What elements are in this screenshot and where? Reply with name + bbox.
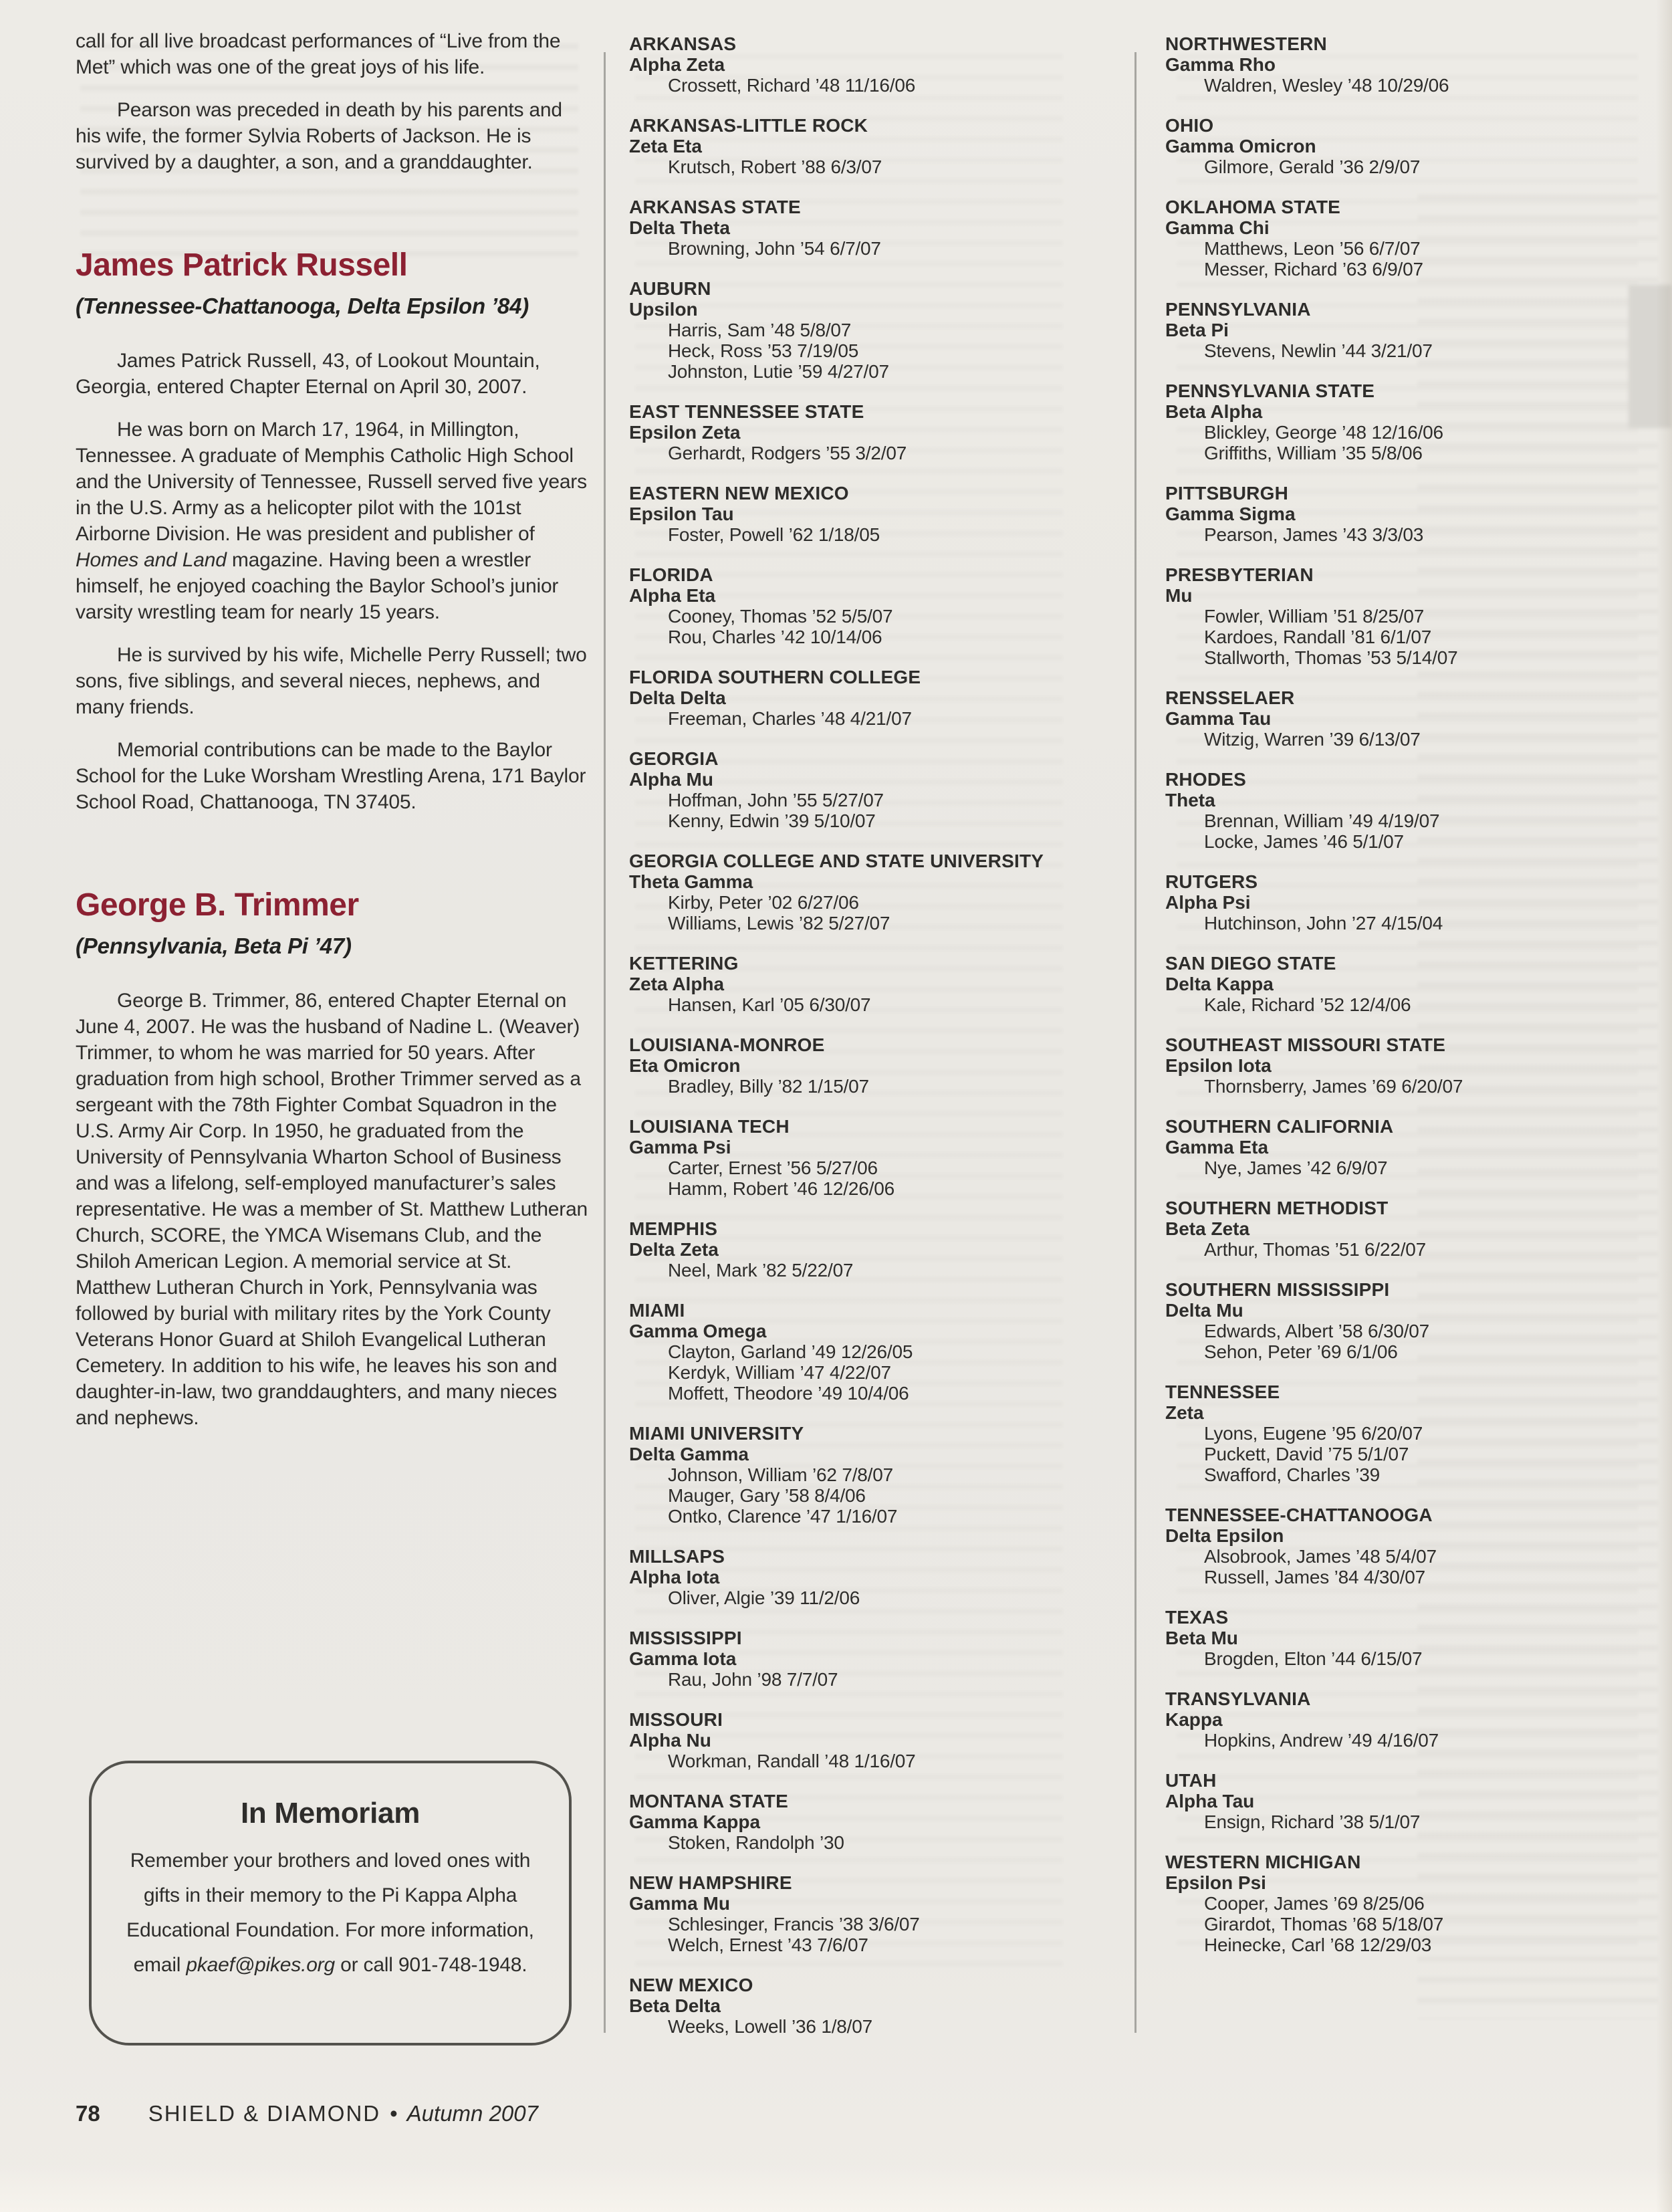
chapter-group — [1165, 380, 1641, 463]
school-name: SOUTHERN METHODIST — [1165, 1198, 1389, 1218]
chapter-group — [629, 1546, 1078, 1608]
member-entry: Swafford, Charles ’39 — [1204, 1464, 1380, 1485]
body-paragraph — [76, 642, 589, 720]
member-entry: Arthur, Thomas ’51 6/22/07 — [1204, 1239, 1427, 1260]
body-paragraph — [76, 988, 589, 1431]
chapter-name: Delta Delta — [629, 687, 726, 708]
chapter-name: Beta Delta — [629, 1995, 721, 2016]
chapter-name: Gamma Rho — [1165, 54, 1276, 75]
school-name: RUTGERS — [1165, 871, 1258, 892]
body-paragraph — [76, 97, 589, 175]
chapter-name: Zeta Alpha — [629, 974, 725, 994]
chapter-group — [1165, 564, 1641, 668]
member-entry: Sehon, Peter ’69 6/1/06 — [1204, 1341, 1398, 1362]
school-name: TENNESSEE — [1165, 1381, 1280, 1402]
chapter-name: Gamma Kappa — [629, 1811, 761, 1832]
chapter-list-right-column — [1165, 33, 1641, 1975]
member-entry: Welch, Ernest ’43 7/6/07 — [668, 1934, 868, 1955]
member-entry: Heinecke, Carl ’68 12/29/03 — [1204, 1934, 1432, 1955]
page-number: 78 — [76, 2101, 100, 2126]
member-entry: Johnson, William ’62 7/8/07 — [668, 1464, 893, 1485]
chapter-group — [629, 278, 1078, 382]
school-name: MONTANA STATE — [629, 1791, 788, 1811]
obituary-name: George B. Trimmer — [76, 887, 359, 923]
chapter-group — [629, 1300, 1078, 1404]
school-name: TEXAS — [1165, 1607, 1229, 1628]
member-entry: Gilmore, Gerald ’36 2/9/07 — [1204, 156, 1421, 177]
magazine-title: SHIELD & DIAMOND — [148, 2101, 381, 2126]
member-entry: Weeks, Lowell ’36 1/8/07 — [668, 2016, 872, 2037]
chapter-name: Delta Gamma — [629, 1444, 749, 1464]
member-entry: Kirby, Peter ’02 6/27/06 — [668, 892, 859, 913]
member-entry: Williams, Lewis ’82 5/27/07 — [668, 913, 890, 933]
chapter-name: Alpha Nu — [629, 1730, 711, 1751]
chapter-name: Alpha Psi — [1165, 892, 1251, 913]
school-name: MISSISSIPPI — [629, 1628, 742, 1648]
school-name: AUBURN — [629, 278, 711, 299]
school-name: PITTSBURGH — [1165, 483, 1288, 504]
member-entry: Stallworth, Thomas ’53 5/14/07 — [1204, 647, 1458, 668]
school-name: TRANSYLVANIA — [1165, 1688, 1311, 1709]
chapter-group — [629, 33, 1078, 96]
chapter-group — [1165, 769, 1641, 852]
member-entry: Hamm, Robert ’46 12/26/06 — [668, 1178, 894, 1199]
member-entry: Kardoes, Randall ’81 6/1/07 — [1204, 627, 1432, 647]
member-entry: Ontko, Clarence ’47 1/16/07 — [668, 1506, 898, 1527]
member-entry: Gerhardt, Rodgers ’55 3/2/07 — [668, 443, 907, 463]
text-run: He is survived by his wife, Michelle Perry Russell; two sons, five siblings, and several nieces, nephews, and many friends. — [76, 644, 587, 718]
chapter-group — [1165, 1770, 1641, 1832]
member-entry: Kale, Richard ’52 12/4/06 — [1204, 994, 1411, 1015]
chapter-name: Delta Theta — [629, 217, 730, 238]
member-entry: Witzig, Warren ’39 6/13/07 — [1204, 729, 1421, 750]
member-entry: Workman, Randall ’48 1/16/07 — [668, 1751, 916, 1771]
school-name: MIAMI — [629, 1300, 685, 1321]
member-entry: Oliver, Algie ’39 11/2/06 — [668, 1587, 860, 1608]
school-name: PENNSYLVANIA — [1165, 299, 1311, 320]
member-entry: Neel, Mark ’82 5/22/07 — [668, 1260, 854, 1281]
chapter-name: Gamma Omega — [629, 1321, 767, 1341]
member-entry: Cooney, Thomas ’52 5/5/07 — [668, 606, 893, 627]
school-name: ARKANSAS — [629, 33, 737, 54]
chapter-name: Gamma Sigma — [1165, 504, 1296, 524]
school-name: OHIO — [1165, 115, 1214, 136]
memoriam-text-before-email: Remember your brothers and loved ones with gifts in their memory to the Pi Kappa Alpha Educational Foundation. For more information, email — [126, 1850, 534, 1976]
chapter-name: Delta Kappa — [1165, 974, 1274, 994]
member-entry: Rau, John ’98 7/7/07 — [668, 1669, 838, 1690]
member-entry: Moffett, Theodore ’49 10/4/06 — [668, 1383, 909, 1404]
member-entry: Hopkins, Andrew ’49 4/16/07 — [1204, 1730, 1439, 1751]
school-name: NEW MEXICO — [629, 1975, 753, 1995]
chapter-name: Gamma Tau — [1165, 708, 1272, 729]
school-name: MEMPHIS — [629, 1218, 718, 1239]
chapter-name: Gamma Iota — [629, 1648, 737, 1669]
school-name: LOUISIANA-MONROE — [629, 1034, 825, 1055]
chapter-name: Epsilon Iota — [1165, 1055, 1272, 1076]
chapter-group — [1165, 1381, 1641, 1485]
chapter-group — [1165, 115, 1641, 177]
school-name: TENNESSEE-CHATTANOOGA — [1165, 1505, 1433, 1525]
chapter-name: Gamma Omicron — [1165, 136, 1316, 156]
chapter-name: Gamma Psi — [629, 1137, 731, 1157]
chapter-name: Alpha Iota — [629, 1567, 720, 1587]
body-paragraph — [76, 417, 589, 625]
school-name: SOUTHERN CALIFORNIA — [1165, 1116, 1394, 1137]
chapter-name: Zeta — [1165, 1402, 1204, 1423]
school-name: ARKANSAS STATE — [629, 197, 801, 217]
chapter-name: Beta Alpha — [1165, 401, 1263, 422]
chapter-name: Epsilon Zeta — [629, 422, 741, 443]
chapter-group — [1165, 197, 1641, 280]
member-entry: Blickley, George ’48 12/16/06 — [1204, 422, 1443, 443]
school-name: ARKANSAS-LITTLE ROCK — [629, 115, 868, 136]
school-name: EAST TENNESSEE STATE — [629, 401, 864, 422]
member-entry: Ensign, Richard ’38 5/1/07 — [1204, 1811, 1421, 1832]
member-entry: Edwards, Albert ’58 6/30/07 — [1204, 1321, 1430, 1341]
chapter-name: Theta Gamma — [629, 871, 753, 892]
member-entry: Heck, Ross ’53 7/19/05 — [668, 340, 859, 361]
chapter-group — [1165, 1607, 1641, 1669]
chapter-group — [1165, 33, 1641, 96]
chapter-group — [1165, 1852, 1641, 1955]
school-name: MISSOURI — [629, 1709, 723, 1730]
school-name: NEW HAMPSHIRE — [629, 1872, 792, 1893]
chapter-group — [1165, 687, 1641, 750]
chapter-group — [1165, 953, 1641, 1015]
school-name: MIAMI UNIVERSITY — [629, 1423, 804, 1444]
member-entry: Matthews, Leon ’56 6/7/07 — [1204, 238, 1421, 259]
member-entry: Browning, John ’54 6/7/07 — [668, 238, 881, 259]
chapter-name: Epsilon Tau — [629, 504, 734, 524]
school-name: WESTERN MICHIGAN — [1165, 1852, 1361, 1872]
member-entry: Crossett, Richard ’48 11/16/06 — [668, 75, 916, 96]
chapter-group — [1165, 1505, 1641, 1587]
body-paragraph — [76, 28, 589, 80]
chapter-name: Delta Epsilon — [1165, 1525, 1284, 1546]
school-name: NORTHWESTERN — [1165, 33, 1327, 54]
chapter-group — [629, 1034, 1078, 1097]
chapter-group — [1165, 483, 1641, 545]
chapter-name: Alpha Zeta — [629, 54, 725, 75]
chapter-list-middle-column — [629, 33, 1078, 2056]
member-entry: Messer, Richard ’63 6/9/07 — [1204, 259, 1423, 280]
member-entry: Harris, Sam ’48 5/8/07 — [668, 320, 852, 340]
memoriam-email: pkaef@pikes.org — [186, 1954, 335, 1976]
school-name: RENSSELAER — [1165, 687, 1295, 708]
member-entry: Alsobrook, James ’48 5/4/07 — [1204, 1546, 1437, 1567]
chapter-group — [629, 1218, 1078, 1281]
text-run: call for all live broadcast performances of “Live from the Met” which was one of the great joys of his life. — [76, 30, 561, 78]
chapter-group — [1165, 1198, 1641, 1260]
member-entry: Clayton, Garland ’49 12/26/05 — [668, 1341, 913, 1362]
chapter-name: Beta Zeta — [1165, 1218, 1250, 1239]
obituary-name: James Patrick Russell — [76, 247, 408, 283]
chapter-group — [629, 1791, 1078, 1853]
school-name: GEORGIA — [629, 748, 719, 769]
member-entry: Girardot, Thomas ’68 5/18/07 — [1204, 1914, 1444, 1934]
chapter-group — [1165, 871, 1641, 933]
chapter-group — [629, 953, 1078, 1015]
chapter-name: Alpha Eta — [629, 585, 716, 606]
member-entry: Krutsch, Robert ’88 6/3/07 — [668, 156, 882, 177]
school-name: KETTERING — [629, 953, 739, 974]
school-name: PENNSYLVANIA STATE — [1165, 380, 1375, 401]
school-name: SOUTHERN MISSISSIPPI — [1165, 1279, 1390, 1300]
chapter-group — [1165, 1688, 1641, 1751]
school-name: PRESBYTERIAN — [1165, 564, 1314, 585]
member-entry: Schlesinger, Francis ’38 3/6/07 — [668, 1914, 920, 1934]
member-entry: Stevens, Newlin ’44 3/21/07 — [1204, 340, 1433, 361]
issue-name: Autumn 2007 — [406, 2101, 538, 2126]
text-run: George B. Trimmer, 86, entered Chapter Eternal on June 4, 2007. He was the husband of Nadine L. (Weaver) Trimmer, to whom he was married for 50 years. After graduation from high school, Brother Trimmer served as a sergeant with the 78th Fighter Combat Squadron in the U.S. Army Air Corp. In 1950, he graduated from the University of Pennsylvania Wharton School of Business and was a lifelong, self-employed manufacturer’s sales representative. He was a member of St. Matthew Lutheran Church, SCORE, the YMCA Wisemans Club, and the Shiloh American Legion. A memorial service at St. Matthew Lutheran Church in York, Pennsylvania was followed by burial with military rites by the York County Veterans Honor Guard at Shiloh Evangelical Lutheran Cemetery. In addition to his wife, he leaves his son and daughter-in-law, two granddaughters, and many nieces and nephews. — [76, 990, 588, 1429]
memoriam-body — [125, 1844, 535, 1983]
school-name: MILLSAPS — [629, 1546, 725, 1567]
school-name: SOUTHEAST MISSOURI STATE — [1165, 1034, 1446, 1055]
text-run: Memorial contributions can be made to the Baylor School for the Luke Worsham Wrestling Arena, 171 Baylor School Road, Chattanooga, TN 37405. — [76, 739, 586, 813]
school-name: FLORIDA SOUTHERN COLLEGE — [629, 667, 921, 687]
chapter-group — [1165, 1116, 1641, 1178]
chapter-name: Alpha Tau — [1165, 1791, 1255, 1811]
text-run: He was born on March 17, 1964, in Millington, Tennessee. A graduate of Memphis Catholic High School and the University of Tennessee, Russell served five years in the U.S. Army as a helicopter pilot with the 101st Airborne Division. He was president and publisher of — [76, 419, 587, 545]
member-entry: Kenny, Edwin ’39 5/10/07 — [668, 810, 876, 831]
memoriam-title: In Memoriam — [240, 1797, 421, 1830]
chapter-name: Gamma Eta — [1165, 1137, 1269, 1157]
member-entry: Rou, Charles ’42 10/14/06 — [668, 627, 882, 647]
school-name: LOUISIANA TECH — [629, 1116, 790, 1137]
obituary-text-flow — [76, 28, 589, 1431]
text-run: Pearson was preceded in death by his parents and his wife, the former Sylvia Roberts of Jackson. He is survived by a daughter, a son, and a granddaughter. — [76, 99, 562, 173]
chapter-name: Zeta Eta — [629, 136, 702, 156]
chapter-name: Theta — [1165, 790, 1215, 810]
chapter-group — [1165, 1279, 1641, 1362]
school-name: UTAH — [1165, 1770, 1217, 1791]
chapter-group — [629, 197, 1078, 259]
chapter-group — [1165, 1034, 1641, 1097]
school-name: FLORIDA — [629, 564, 713, 585]
obituary-affiliation: (Pennsylvania, Beta Pi ’47) — [76, 933, 352, 958]
school-name: RHODES — [1165, 769, 1246, 790]
member-entry: Freeman, Charles ’48 4/21/07 — [668, 708, 912, 729]
chapter-name: Alpha Mu — [629, 769, 713, 790]
chapter-group — [629, 1872, 1078, 1955]
school-name: GEORGIA COLLEGE AND STATE UNIVERSITY — [629, 851, 1044, 871]
member-entry: Waldren, Wesley ’48 10/29/06 — [1204, 75, 1449, 96]
member-entry: Thornsberry, James ’69 6/20/07 — [1204, 1076, 1463, 1097]
member-entry: Griffiths, William ’35 5/8/06 — [1204, 443, 1423, 463]
chapter-name: Upsilon — [629, 299, 698, 320]
chapter-group — [629, 748, 1078, 831]
chapter-group — [629, 851, 1078, 933]
page-footer — [76, 2101, 538, 2126]
member-entry: Russell, James ’84 4/30/07 — [1204, 1567, 1425, 1587]
chapter-group — [629, 401, 1078, 463]
chapter-group — [629, 1975, 1078, 2037]
obituary-affiliation: (Tennessee-Chattanooga, Delta Epsilon ’84) — [76, 294, 529, 318]
chapter-group — [629, 483, 1078, 545]
memoriam-text-after-email: or call 901-748-1948. — [334, 1954, 527, 1976]
footer-separator: • — [390, 2101, 398, 2126]
chapter-group — [629, 1116, 1078, 1199]
text-run: James Patrick Russell, 43, of Lookout Mountain, Georgia, entered Chapter Eternal on April 30, 2007. — [76, 350, 540, 398]
member-entry: Pearson, James ’43 3/3/03 — [1204, 524, 1424, 545]
scan-bottom-edge — [0, 2164, 1672, 2212]
chapter-name: Kappa — [1165, 1709, 1223, 1730]
chapter-name: Delta Zeta — [629, 1239, 719, 1260]
member-entry: Carter, Ernest ’56 5/27/06 — [668, 1157, 878, 1178]
member-entry: Hansen, Karl ’05 6/30/07 — [668, 994, 871, 1015]
school-name: OKLAHOMA STATE — [1165, 197, 1341, 217]
member-entry: Kerdyk, William ’47 4/22/07 — [668, 1362, 891, 1383]
member-entry: Stoken, Randolph ’30 — [668, 1832, 844, 1853]
chapter-name: Eta Omicron — [629, 1055, 741, 1076]
member-entry: Hoffman, John ’55 5/27/07 — [668, 790, 884, 810]
member-entry: Locke, James ’46 5/1/07 — [1204, 831, 1404, 852]
scan-right-edge — [1656, 0, 1672, 2212]
chapter-group — [629, 1709, 1078, 1771]
member-entry: Foster, Powell ’62 1/18/05 — [668, 524, 880, 545]
school-name: EASTERN NEW MEXICO — [629, 483, 849, 504]
member-entry: Johnston, Lutie ’59 4/27/07 — [668, 361, 889, 382]
member-entry: Hutchinson, John ’27 4/15/04 — [1204, 913, 1443, 933]
chapter-name: Delta Mu — [1165, 1300, 1243, 1321]
chapter-name: Gamma Mu — [629, 1893, 730, 1914]
member-entry: Mauger, Gary ’58 8/4/06 — [668, 1485, 866, 1506]
chapter-group — [629, 1628, 1078, 1690]
left-column — [76, 28, 589, 1448]
chapter-name: Beta Mu — [1165, 1628, 1238, 1648]
chapter-name: Gamma Chi — [1165, 217, 1270, 238]
body-paragraph — [76, 737, 589, 815]
member-entry: Brennan, William ’49 4/19/07 — [1204, 810, 1440, 831]
member-entry: Lyons, Eugene ’95 6/20/07 — [1204, 1423, 1423, 1444]
in-memoriam-box — [89, 1761, 572, 2045]
member-entry: Puckett, David ’75 5/1/07 — [1204, 1444, 1409, 1464]
text-run: magazine. Having been a wrestler himself, he enjoyed coaching the Baylor School’s junior varsity wrestling team for nearly 15 years. — [76, 549, 559, 623]
member-entry: Brogden, Elton ’44 6/15/07 — [1204, 1648, 1423, 1669]
member-entry: Nye, James ’42 6/9/07 — [1204, 1157, 1388, 1178]
chapter-name: Epsilon Psi — [1165, 1872, 1266, 1893]
italic-text-run: Homes and Land — [76, 549, 227, 571]
chapter-group — [629, 667, 1078, 729]
member-entry: Fowler, William ’51 8/25/07 — [1204, 606, 1425, 627]
chapter-group — [629, 115, 1078, 177]
column-divider-right — [1134, 52, 1137, 2033]
body-paragraph — [76, 348, 589, 400]
chapter-group — [1165, 299, 1641, 361]
chapter-name: Mu — [1165, 585, 1193, 606]
chapter-group — [629, 1423, 1078, 1527]
member-entry: Bradley, Billy ’82 1/15/07 — [668, 1076, 869, 1097]
chapter-group — [629, 564, 1078, 647]
column-divider-left — [604, 52, 606, 2033]
school-name: SAN DIEGO STATE — [1165, 953, 1336, 974]
chapter-name: Beta Pi — [1165, 320, 1229, 340]
member-entry: Cooper, James ’69 8/25/06 — [1204, 1893, 1425, 1914]
